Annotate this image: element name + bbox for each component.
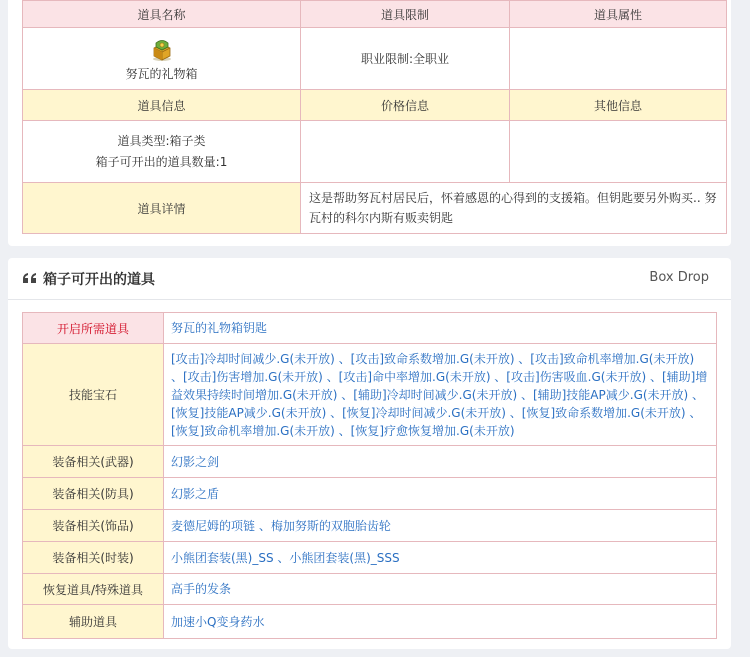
box-drop-panel <box>8 258 731 649</box>
armor-label: 装备相关(防具) <box>23 478 164 510</box>
item-name-cell <box>23 28 301 90</box>
support-item-label: 辅助道具 <box>23 605 164 639</box>
support-item-link[interactable]: 加速小Q变身药水 <box>164 605 717 639</box>
header-item-name: 道具名称 <box>23 1 301 28</box>
header-item-restriction: 道具限制 <box>301 1 510 28</box>
armor-link[interactable]: 幻影之盾 <box>164 478 717 510</box>
header-item-attribute: 道具属性 <box>510 1 727 28</box>
box-drop-title: 箱子可开出的道具 <box>43 272 155 288</box>
gift-box-icon <box>149 36 175 62</box>
box-drop-header <box>8 258 731 300</box>
header-item-detail: 道具详情 <box>23 183 301 234</box>
costume-links[interactable]: 小熊团套装(黑)_SS 、小熊团套装(黑)_SSS <box>164 542 717 574</box>
header-price-info: 价格信息 <box>301 90 510 121</box>
quote-icon <box>22 270 38 286</box>
skill-gem-links[interactable]: [攻击]冷却时间减少.G(未开放) 、[攻击]致命系数增加.G(未开放) 、[攻击]致命机率增加.G(未开放) 、[攻击]伤害增加.G(未开放) 、[攻击]命中率增加.G(未开放) 、[攻击]伤害吸血.G(未开放) 、[辅助]增益效果持续时间增加.G(未开放) 、[辅助]冷却时间减少.G(未开放) 、[辅助]技能AP减少.G(未开放) 、[恢复]技能AP减少.G(未开放) 、[恢复]冷却时间减少.G(未开放) 、[恢复]致命系数增加.G(未开放) 、[恢复]致命机率增加.G(未开放) 、[恢复]疗愈恢复增加.G(未开放) <box>164 344 717 446</box>
skill-gem-label: 技能宝石 <box>23 344 164 446</box>
item-info-panel <box>8 0 731 246</box>
accessory-label: 装备相关(饰品) <box>23 510 164 542</box>
header-other-info: 其他信息 <box>510 90 727 121</box>
item-detail-text: 这是帮助努瓦村居民后，怀着感恩的心得到的支援箱。但钥匙要另外购买.. 努瓦村的科尔内斯有贩卖钥匙 <box>301 183 727 234</box>
weapon-label: 装备相关(武器) <box>23 446 164 478</box>
costume-label: 装备相关(时装) <box>23 542 164 574</box>
item-info-cell <box>23 121 301 183</box>
required-item-link[interactable]: 努瓦的礼物箱钥匙 <box>164 313 717 344</box>
item-restriction: 职业限制:全职业 <box>301 28 510 90</box>
item-name: 努瓦的礼物箱 <box>125 66 198 81</box>
header-item-info: 道具信息 <box>23 90 301 121</box>
item-info-table <box>22 0 727 234</box>
item-type: 道具类型:箱子类 <box>117 133 206 148</box>
accessory-links[interactable]: 麦德尼姆的项链 、梅加努斯的双胞胎齿轮 <box>164 510 717 542</box>
weapon-link[interactable]: 幻影之剑 <box>164 446 717 478</box>
price-info <box>301 121 510 183</box>
required-item-label: 开启所需道具 <box>23 313 164 344</box>
item-drop-count: 箱子可开出的道具数量:1 <box>95 154 228 169</box>
other-info <box>510 121 727 183</box>
recovery-item-label: 恢复道具/特殊道具 <box>23 574 164 605</box>
item-attribute <box>510 28 727 90</box>
recovery-item-link[interactable]: 高手的发条 <box>164 574 717 605</box>
box-drop-table <box>22 312 717 639</box>
box-drop-subtitle: Box Drop <box>649 270 709 285</box>
